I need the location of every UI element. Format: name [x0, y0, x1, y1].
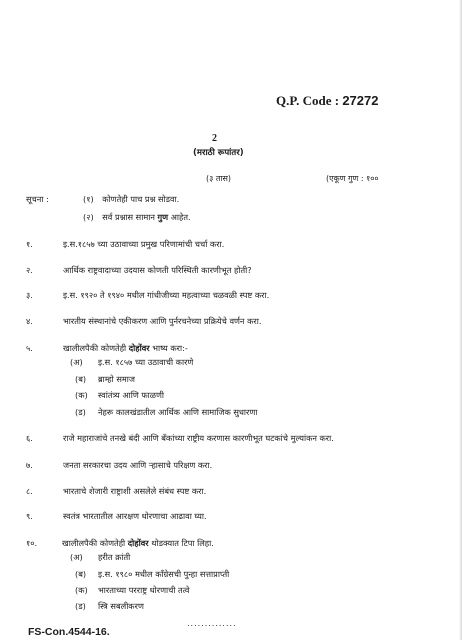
sub-item-label: (ड) [75, 601, 86, 611]
instruction-text-pre: सर्व प्रश्नास सामान [102, 212, 158, 222]
question-text [62, 539, 214, 547]
question-text: इ.स.१८५७ च्या उठावाच्या प्रमुख परिणामांची चर्चा करा. [63, 239, 225, 249]
qp-code [276, 93, 378, 109]
question-number: ७. [26, 460, 33, 470]
instructions-label: सूचना : [26, 194, 49, 204]
sub-item-text: हरीत क्रांती [98, 552, 131, 562]
instruction-text: कोणतेही पाच प्रश्न सोडवा. [102, 194, 180, 204]
sub-item-label: (क) [75, 390, 88, 400]
question-number: ५. [26, 343, 33, 353]
sub-item-label: (ब) [75, 374, 87, 384]
sub-item-text: स्वांतंत्र्य आणि फाळणी [98, 390, 165, 400]
question-number: ९. [26, 511, 33, 521]
question-text: स्वतंत्र भारतातील आरक्षण धोरणाचा आढावा घ्या. [63, 511, 207, 521]
question-number: ६. [26, 433, 33, 443]
question-text: जनता सरकारचा उदय आणि ऱ्हासाचे परिक्षण करा. [63, 460, 213, 470]
question-text: राजे महाराजांचे तनखे बंदी आणि बँकांच्या राष्ट्रीय करणास कारणीभूत घटकांचे मुल्यांकन करा. [63, 433, 334, 443]
question-text-bold: दोहोंवर [127, 538, 149, 548]
question-number: १. [26, 239, 33, 249]
question-text [63, 344, 188, 352]
instruction-text-bold: गुण [157, 212, 169, 222]
question-text-post: थोडक्यात टिपा लिहा. [148, 538, 214, 548]
sub-item-text: इ.स. १९८० मधील कॉंग्रेसची पुन्हा सत्ताप्राप्ती [98, 569, 230, 579]
sub-item-label: (क) [75, 585, 88, 595]
qp-code-label: Q.P. Code : [276, 93, 340, 108]
question-text: आर्थिक राष्ट्रवादाच्या उदयास कोणती परिस्थिती कारणीभूत होती? [63, 265, 252, 275]
question-number: ८. [26, 486, 33, 496]
sub-item-label: (ब) [75, 569, 87, 579]
instruction-item [83, 213, 191, 221]
instruction-item [83, 195, 179, 203]
exam-duration: (३ तास) [206, 174, 231, 183]
question-text-pre: खालीलपैकी कोणतेही [63, 343, 129, 353]
sub-item-text: इ.स. १८५७ च्या उठावाची कारणे [98, 357, 194, 367]
sub-item-label: (ड) [75, 407, 86, 417]
question-text-post: भाष्य करा:- [149, 343, 188, 353]
page-number: 2 [212, 133, 217, 144]
question-number: १०. [26, 538, 38, 548]
instruction-number: (२) [83, 212, 94, 222]
version-heading: (मराठी रूपांतर) [193, 148, 244, 158]
footer-code: FS-Con.4544-16. [28, 626, 110, 638]
question-number: ३. [26, 290, 33, 300]
question-number: २. [26, 265, 33, 275]
question-text: भारतीय संस्थानांचे एकीकरण आणि पुर्नरचनेच्या प्रक्रियेचे वर्णन करा. [63, 316, 262, 326]
sub-item-label: (अ) [70, 552, 83, 562]
sub-item-text: स्त्रि सबलीकरण [98, 601, 144, 611]
question-text-bold: दोहोंवर [128, 343, 150, 353]
question-text: इ.स. १९२० ते १९४० मधील गांधीजीच्या महत्वाच्या चळवळी स्पष्ट करा. [63, 290, 270, 300]
total-marks: (एकूण गुण : १०० [326, 174, 379, 183]
sub-item-label: (अ) [70, 357, 83, 367]
qp-code-number: 27272 [342, 93, 379, 108]
question-text-pre: खालीलपैकी कोणतेही [62, 538, 128, 548]
question-text: भारताचे शेजारी राष्ट्राशी असलेले संबंध स्पष्ट करा. [63, 486, 207, 496]
end-of-paper-dots: .............. [187, 619, 237, 628]
instruction-number: (१) [83, 194, 94, 204]
instruction-text-post: आहेत. [168, 212, 191, 222]
sub-item-text: ब्राम्हो समाज [98, 374, 135, 384]
sub-item-text: नेहरू कालखंडातील आर्थिक आणि सामाजिक सुधारणा [98, 407, 258, 417]
sub-item-text: भारताच्या परराष्ट्र धोरणाची तत्वे [98, 585, 190, 595]
question-number: ४. [26, 316, 33, 326]
